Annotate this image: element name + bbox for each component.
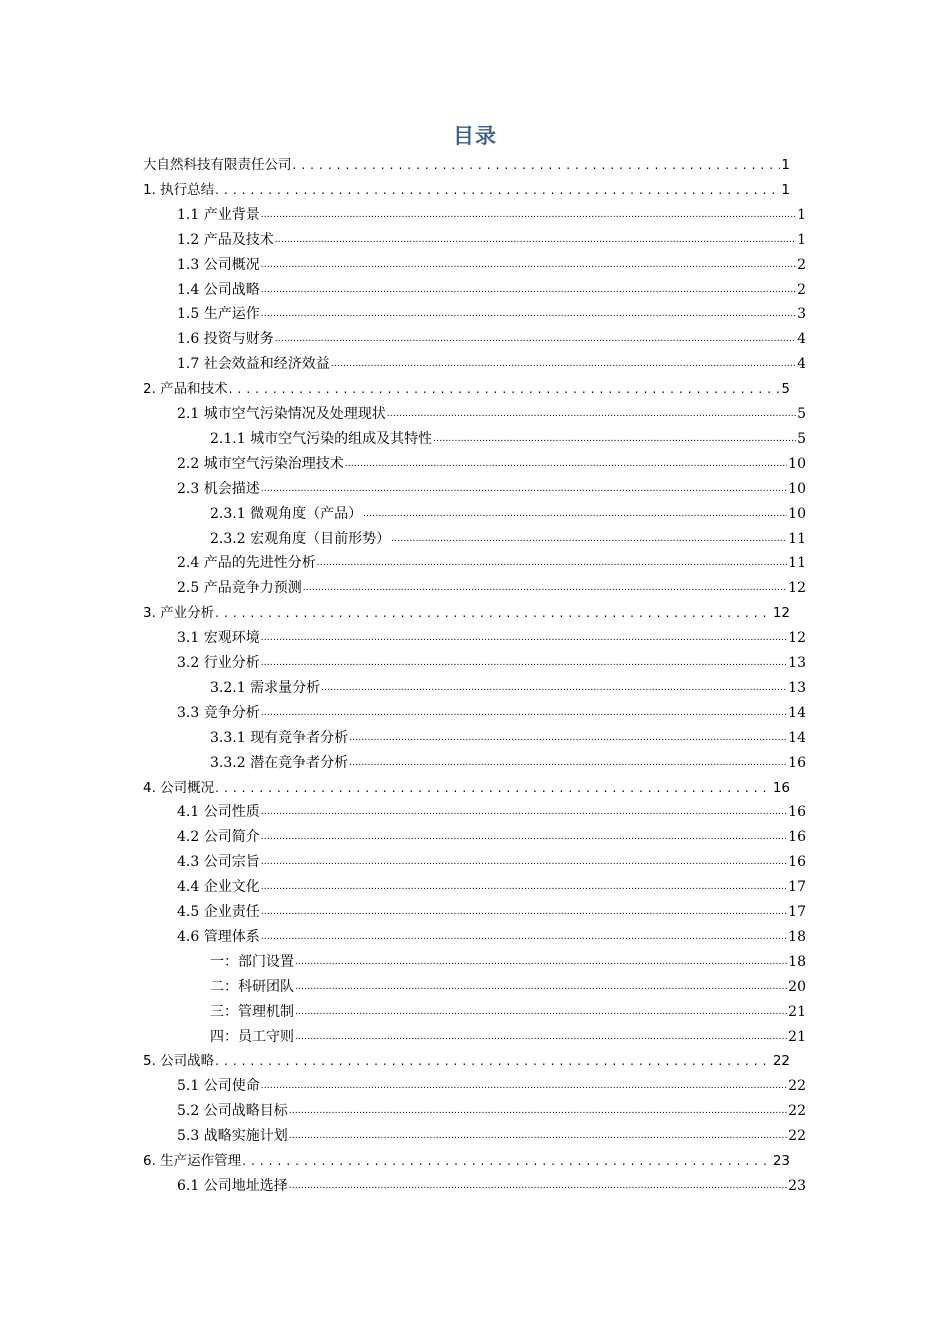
toc-entry-page: 21 [788,1003,806,1020]
toc-leader-dots [261,203,796,227]
toc-entry-page: 22 [788,1078,806,1095]
toc-entry-title: 2.2 城市空气污染治理技术 [177,455,344,472]
toc-entry-title: 2.3.2 宏观角度（目前形势） [210,530,391,547]
toc-entry-page: 17 [788,904,806,920]
toc-entry-page: 16 [772,779,790,796]
toc-leader-dots [215,776,772,800]
toc-entry-page: 17 [788,879,806,896]
toc-leader-dots [261,651,787,675]
toc-entry-title: 4.1 公司性质 [177,804,260,821]
toc-leader-dots [261,626,787,650]
toc-entry[interactable] [177,352,806,376]
toc-entry[interactable] [143,776,790,800]
toc-leader-dots [345,452,787,476]
toc-entry[interactable] [210,726,806,750]
toc-entry-page: 1 [781,157,790,173]
toc-leader-dots [349,751,787,775]
toc-leader-dots [387,402,796,426]
toc-entry-page: 20 [788,978,806,995]
toc-leader-dots [295,975,787,999]
toc-entry[interactable] [177,203,806,227]
toc-entry[interactable] [143,377,790,401]
toc-entry[interactable] [177,551,806,575]
toc-entry-page: 16 [788,754,806,771]
toc-entry-title: 6.1 公司地址选择 [177,1177,288,1194]
toc-leader-dots [242,1149,772,1173]
toc-leader-dots [275,327,796,351]
toc-entry[interactable] [143,178,790,202]
toc-entry[interactable] [177,1074,806,1098]
toc-leader-dots [289,1124,787,1148]
toc-entry-title: 2.1 城市空气污染情况及处理现状 [177,406,386,422]
toc-entry[interactable] [210,676,806,700]
toc-leader-dots [261,875,787,899]
toc-entry-page: 10 [788,505,806,522]
toc-entry-title: 3.1 宏观环境 [177,630,260,647]
toc-entry[interactable] [177,850,806,874]
toc-entry-page: 5 [781,381,790,398]
toc-entry-title: 1.7 社会效益和经济效益 [177,356,330,373]
toc-entry-title: 6. 生产运作管理 [143,1153,242,1169]
toc-leader-dots [331,352,796,376]
toc-entry[interactable] [143,1049,790,1073]
toc-leader-dots [215,178,780,202]
toc-leader-dots [433,427,796,451]
toc-entry-page: 21 [788,1028,806,1045]
toc-entry-title: 四：员工守则 [210,1028,294,1045]
toc-entry-title: 3. 产业分析 [143,605,215,622]
toc-leader-dots [261,825,787,849]
toc-leader-dots [261,701,787,725]
toc-entry[interactable] [177,825,806,849]
toc-entry-title: 5. 公司战略 [143,1053,215,1070]
toc-entry[interactable] [177,651,806,675]
toc-entry[interactable] [143,601,790,625]
toc-entry-page: 5 [797,406,806,422]
toc-entry-page: 1 [797,231,806,248]
toc-entry[interactable] [210,950,806,974]
toc-entry-page: 22 [772,1053,790,1070]
toc-entry-title: 1.5 生产运作 [177,306,260,323]
toc-entry[interactable] [210,751,806,775]
toc-entry-title: 4.6 管理体系 [177,928,260,945]
toc-entry-page: 1 [781,181,790,198]
toc-entry-title: 5.2 公司战略目标 [177,1103,288,1120]
toc-entry-page: 2 [797,281,806,298]
toc-entry[interactable] [210,975,806,999]
toc-entry-page: 16 [788,854,806,871]
toc-entry-title: 2.5 产品竞争力预测 [177,580,302,597]
toc-entry-page: 12 [772,605,790,622]
toc-entry-title: 一：部门设置 [210,953,294,970]
toc-leader-dots [363,502,787,526]
toc-entry-page: 4 [797,356,806,373]
toc-entry-page: 13 [788,679,806,696]
toc-entry-page: 14 [788,704,806,721]
toc-entry-title: 3.2 行业分析 [177,655,260,671]
toc-entry[interactable] [210,1025,806,1049]
toc-leader-dots [295,1025,787,1049]
toc-entry[interactable] [177,925,806,949]
toc-entry-title: 3.3.1 现有竞争者分析 [210,729,349,746]
toc-entry-title: 5.3 战略实施计划 [177,1128,288,1145]
toc-entry-title: 大自然科技有限责任公司 [143,157,292,173]
toc-entry-title: 4.3 公司宗旨 [177,854,260,871]
toc-entry-page: 16 [788,829,806,846]
toc-leader-dots [215,1049,772,1073]
toc-entry-page: 1 [797,206,806,223]
toc-entry-title: 2.3 机会描述 [177,480,260,497]
toc-leader-dots [295,950,787,974]
toc-leader-dots [261,850,787,874]
toc-entry-title: 5.1 公司使命 [177,1078,260,1095]
toc-entry[interactable] [177,626,806,650]
toc-entry-page: 2 [797,256,806,273]
toc-entry[interactable] [210,1000,806,1024]
toc-leader-dots [261,1074,787,1098]
toc-entry-page: 10 [788,480,806,497]
toc-leader-dots [229,377,781,401]
toc-entry[interactable] [210,527,806,551]
toc-entry-title: 1.6 投资与财务 [177,331,274,348]
toc-entry[interactable] [210,427,806,451]
toc-entry-title: 4.5 企业责任 [177,904,260,920]
toc-entry-page: 11 [788,555,806,572]
toc-entry[interactable] [143,153,790,177]
toc-entry-title: 三：管理机制 [210,1003,294,1020]
toc-entry-page: 12 [788,630,806,647]
toc-entry-title: 3.3 竞争分析 [177,704,260,721]
toc-entry[interactable] [210,502,806,526]
toc-entry-title: 1.4 公司战略 [177,281,260,298]
toc-entry[interactable] [177,1124,806,1148]
toc-entry-title: 2.1.1 城市空气污染的组成及其特性 [210,430,433,447]
toc-entry[interactable] [177,900,806,924]
toc-entry[interactable] [177,701,806,725]
toc-entry-title: 二：科研团队 [210,978,294,995]
toc-leader-dots [261,302,796,326]
toc-entry-title: 4.4 企业文化 [177,879,260,896]
toc-leader-dots [295,1000,787,1024]
toc-entry-page: 4 [797,331,806,348]
toc-entry-title: 1. 执行总结 [143,181,215,198]
toc-entry-page: 12 [788,580,806,597]
toc-entry-page: 11 [788,530,806,547]
toc-entry-page: 14 [788,729,806,746]
toc-entry[interactable] [177,278,806,302]
toc-entry[interactable] [143,1149,790,1173]
toc-leader-dots [321,676,787,700]
toc-entry[interactable] [177,327,806,351]
toc-entry[interactable] [177,875,806,899]
toc-leader-dots [289,1174,787,1198]
toc-leader-dots [261,800,787,824]
toc-leader-dots [261,925,787,949]
toc-entry[interactable] [177,253,806,277]
toc-entry-page: 23 [772,1153,790,1169]
toc-leader-dots [215,601,772,625]
toc-leader-dots [261,253,796,277]
toc-entry[interactable] [177,576,806,600]
toc-entry-title: 2. 产品和技术 [143,381,228,398]
toc-entry-title: 4. 公司概况 [143,779,215,796]
toc-entry[interactable] [177,477,806,501]
toc-leader-dots [317,551,787,575]
toc-entry-page: 10 [788,455,806,472]
toc-entry-page: 13 [788,655,806,671]
toc-entry[interactable] [177,452,806,476]
toc-entry-page: 16 [788,804,806,821]
toc-entry[interactable] [177,800,806,824]
toc-entry-page: 22 [788,1128,806,1145]
toc-entry-page: 22 [788,1103,806,1120]
toc-entry-page: 23 [788,1177,806,1194]
toc-leader-dots [391,527,787,551]
toc-entry-page: 18 [788,928,806,945]
toc-entry[interactable] [177,1099,806,1123]
toc-leader-dots [275,228,796,252]
toc-entry-title: 1.1 产业背景 [177,206,260,223]
toc-entry-page: 5 [797,430,806,447]
toc-entry[interactable] [177,402,806,426]
toc-entry-page: 3 [797,306,806,323]
toc-leader-dots [349,726,787,750]
toc-leader-dots [293,153,781,177]
toc-entry-title: 1.3 公司概况 [177,256,260,273]
toc-entry-title: 2.4 产品的先进性分析 [177,555,316,572]
toc-title: 目录 [453,123,497,148]
toc-entry-title: 3.2.1 需求量分析 [210,679,321,696]
toc-entry[interactable] [177,1174,806,1198]
toc-leader-dots [261,477,787,501]
toc-leader-dots [261,900,787,924]
toc-entry-title: 2.3.1 微观角度（产品） [210,505,363,522]
toc-entry-page: 18 [788,953,806,970]
toc-leader-dots [289,1099,787,1123]
toc-entry-title: 1.2 产品及技术 [177,231,274,248]
toc-entry[interactable] [177,302,806,326]
toc-leader-dots [303,576,787,600]
toc-leader-dots [261,278,796,302]
toc-entry-title: 3.3.2 潜在竞争者分析 [210,754,349,771]
toc-entry-title: 4.2 公司简介 [177,829,260,846]
toc-entry[interactable] [177,228,806,252]
